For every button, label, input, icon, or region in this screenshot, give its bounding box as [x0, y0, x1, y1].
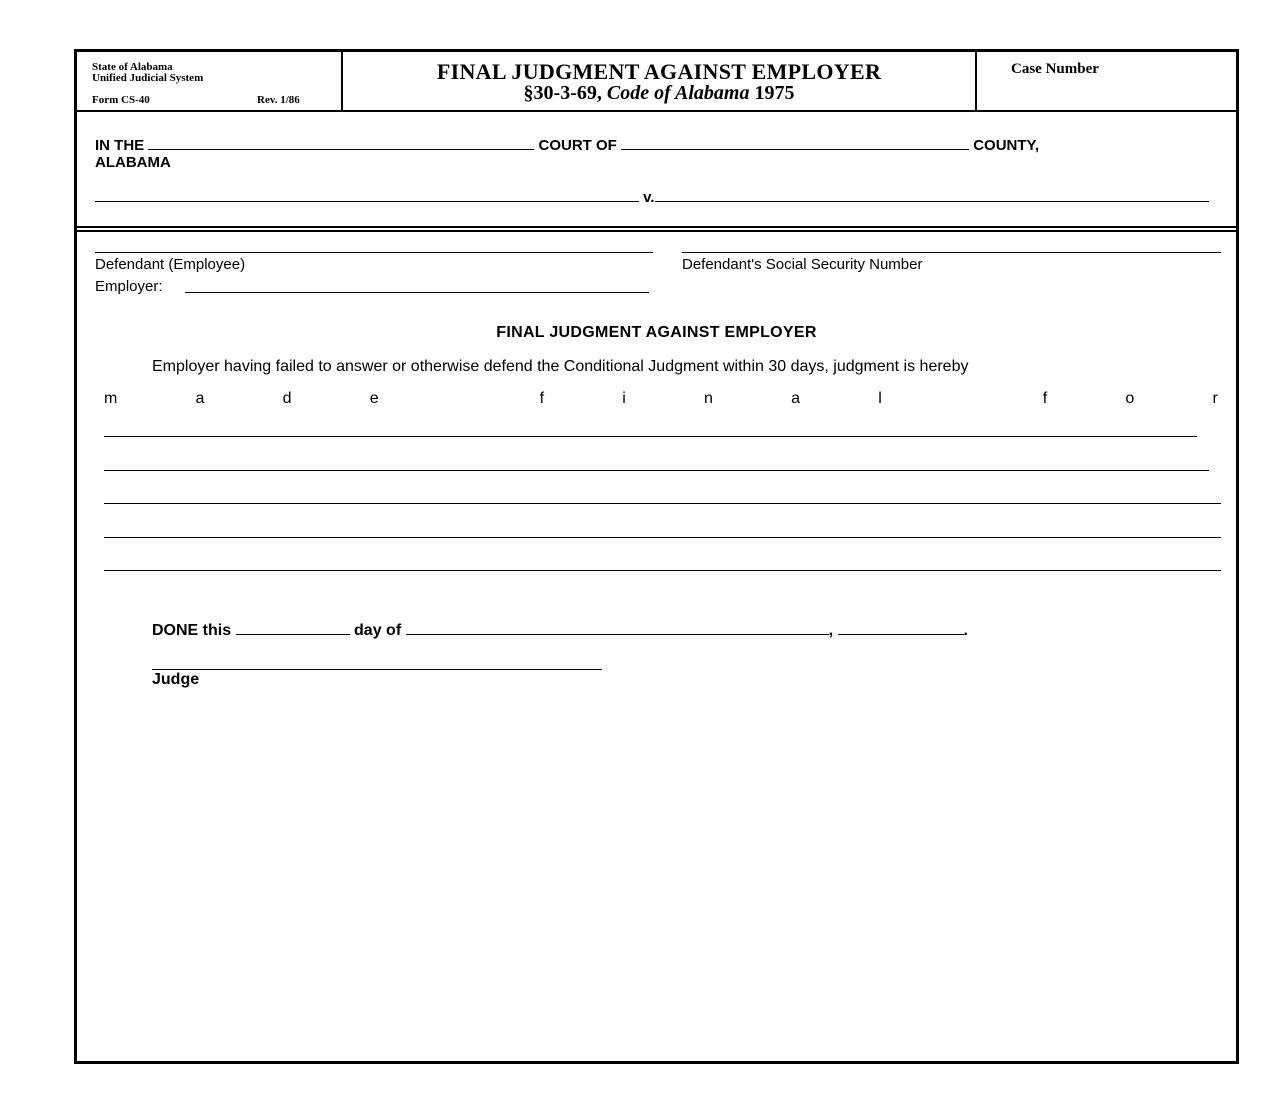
justified-letter: d — [282, 390, 292, 407]
county-name-field[interactable] — [621, 137, 969, 150]
versus-label: v. — [643, 189, 655, 206]
justified-letter: e — [369, 390, 379, 407]
form-header — [77, 52, 1236, 112]
form-revision: Rev. 1/86 — [257, 94, 300, 106]
judgment-fill-line-3[interactable] — [104, 503, 1221, 504]
justified-letter: n — [704, 390, 713, 407]
employer-field[interactable] — [185, 292, 649, 293]
judicial-system: Unified Judicial System — [92, 72, 204, 84]
court-name-field[interactable] — [148, 137, 534, 150]
judgment-fill-line-1[interactable] — [104, 436, 1197, 437]
day-of-label: day of — [354, 622, 402, 639]
ssn-field[interactable] — [682, 252, 1221, 253]
defendant-field[interactable] — [655, 189, 1209, 202]
judgment-fill-line-5[interactable] — [104, 570, 1221, 571]
judge-signature-field[interactable] — [152, 669, 602, 670]
justified-letter: a — [195, 390, 205, 407]
statute-code: Code of Alabama — [606, 82, 750, 104]
justified-letter: i — [622, 390, 626, 407]
court-line — [95, 137, 1039, 154]
county-label: COUNTY, — [973, 137, 1040, 154]
state-name: State of Alabama — [92, 61, 173, 73]
justified-letter: o — [1125, 390, 1135, 407]
defendant-name-field[interactable] — [95, 252, 653, 253]
justified-letter: m — [104, 390, 118, 407]
defendant-label: Defendant (Employee) — [95, 256, 246, 273]
form-number: Form CS-40 — [92, 94, 150, 106]
form-title-block — [343, 52, 977, 110]
judgment-fill-line-2[interactable] — [104, 470, 1209, 471]
day-field[interactable] — [236, 622, 350, 635]
court-section — [77, 112, 1236, 228]
judgment-fill-line-4[interactable] — [104, 537, 1221, 538]
justified-letter: l — [878, 390, 882, 407]
form-frame — [74, 49, 1239, 1064]
judgment-body-continued — [104, 390, 1218, 408]
judge-label: Judge — [152, 671, 200, 688]
form-title: FINAL JUDGMENT AGAINST EMPLOYER — [436, 59, 882, 84]
ssn-label: Defendant's Social Security Number — [682, 256, 923, 273]
in-the-label: IN THE — [95, 137, 145, 154]
employer-label: Employer: — [95, 278, 163, 295]
done-line: DONE this day of , . — [152, 622, 968, 639]
justified-letter: f — [539, 390, 545, 407]
statute-section: §30-3-69, — [523, 82, 602, 104]
month-field[interactable] — [406, 622, 829, 635]
justified-letter — [960, 390, 964, 408]
judgment-body: Employer having failed to answer or otherwise defend the Conditional Judgment within 30 days, judgment is hereby — [152, 358, 969, 375]
justified-letter: a — [791, 390, 801, 407]
court-of-label: COURT OF — [538, 137, 617, 154]
justified-letter: f — [1042, 390, 1048, 407]
year-field[interactable] — [838, 622, 964, 635]
judgment-heading: FINAL JUDGMENT AGAINST EMPLOYER — [496, 324, 817, 341]
statute-reference — [343, 82, 975, 104]
justified-letter: r — [1212, 390, 1218, 407]
justified-letter — [457, 390, 461, 408]
parties-line — [95, 189, 1209, 206]
plaintiff-field[interactable] — [95, 189, 639, 202]
statute-year: 1975 — [754, 82, 795, 104]
case-number-label: Case Number — [1011, 61, 1099, 77]
done-this-label: DONE this — [152, 622, 232, 639]
form-issuer-block — [77, 52, 343, 110]
state-label: ALABAMA — [95, 154, 171, 171]
case-number-box[interactable] — [977, 52, 1236, 110]
